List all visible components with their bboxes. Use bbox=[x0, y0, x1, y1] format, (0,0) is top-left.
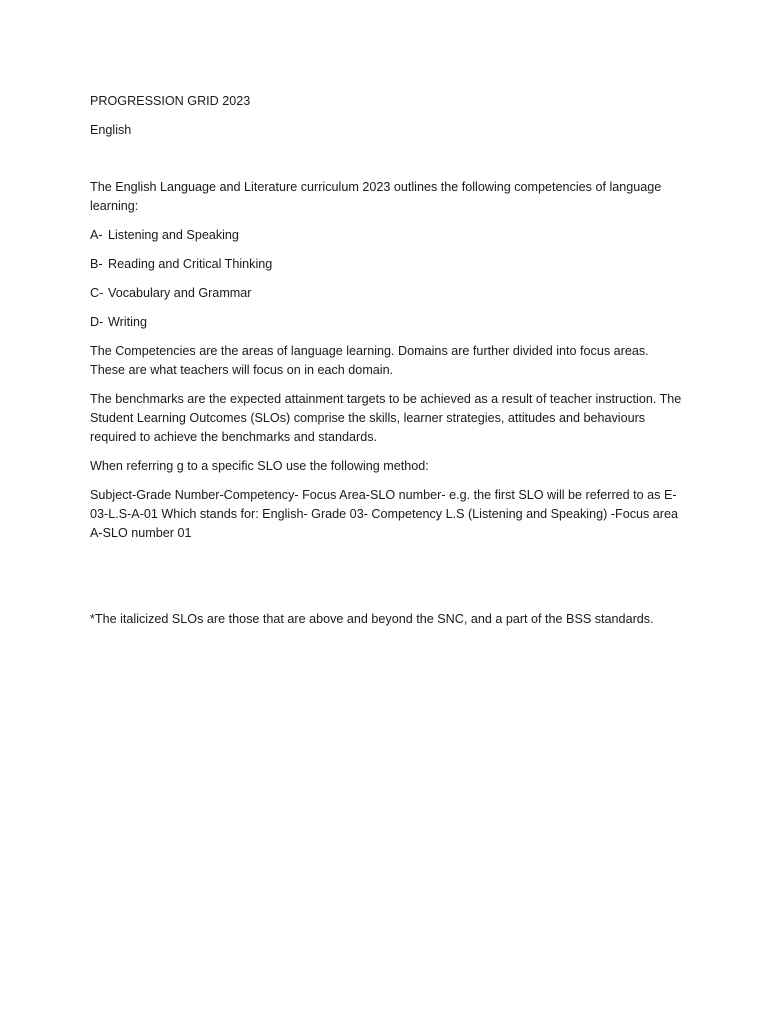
document-subject: English bbox=[90, 123, 132, 137]
intro-paragraph: The English Language and Literature curriculum 2023 outlines the following competencies of language learning: bbox=[90, 180, 662, 213]
competency-letter: A- bbox=[90, 228, 103, 242]
competencies-paragraph: The Competencies are the areas of language learning. Domains are further divided into focus areas. These are what teachers will focus on in each domain. bbox=[90, 344, 649, 377]
document-title: PROGRESSION GRID 2023 bbox=[90, 94, 251, 108]
competency-label: Reading and Critical Thinking bbox=[108, 257, 273, 271]
footnote: *The italicized SLOs are those that are above and beyond the SNC, and a part of the BSS standards. bbox=[90, 612, 654, 626]
method-example: Subject-Grade Number-Competency- Focus Area-SLO number- e.g. the first SLO will be referred to as E-03-L.S-A-01 Which stands for: English- Grade 03- Competency L.S (Listening and Speaking) -Focus area A-SLO number 01 bbox=[90, 488, 679, 540]
competency-label: Listening and Speaking bbox=[108, 228, 239, 242]
competency-letter: D- bbox=[90, 315, 104, 329]
competency-label: Writing bbox=[108, 315, 147, 329]
competency-list bbox=[90, 226, 682, 332]
benchmarks-paragraph: The benchmarks are the expected attainment targets to be achieved as a result of teacher instruction. The Student Learning Outcomes (SLOs) comprise the skills, learner strategies, attitudes and behaviours required to achieve the benchmarks and standards. bbox=[90, 392, 682, 444]
competency-letter: B- bbox=[90, 257, 103, 271]
method-intro: When referring g to a specific SLO use the following method: bbox=[90, 459, 429, 473]
document-page bbox=[90, 92, 682, 629]
list-item bbox=[90, 284, 682, 303]
competency-letter: C- bbox=[90, 286, 104, 300]
competency-label: Vocabulary and Grammar bbox=[108, 286, 252, 300]
list-item bbox=[90, 313, 682, 332]
list-item bbox=[90, 255, 682, 274]
list-item bbox=[90, 226, 682, 245]
